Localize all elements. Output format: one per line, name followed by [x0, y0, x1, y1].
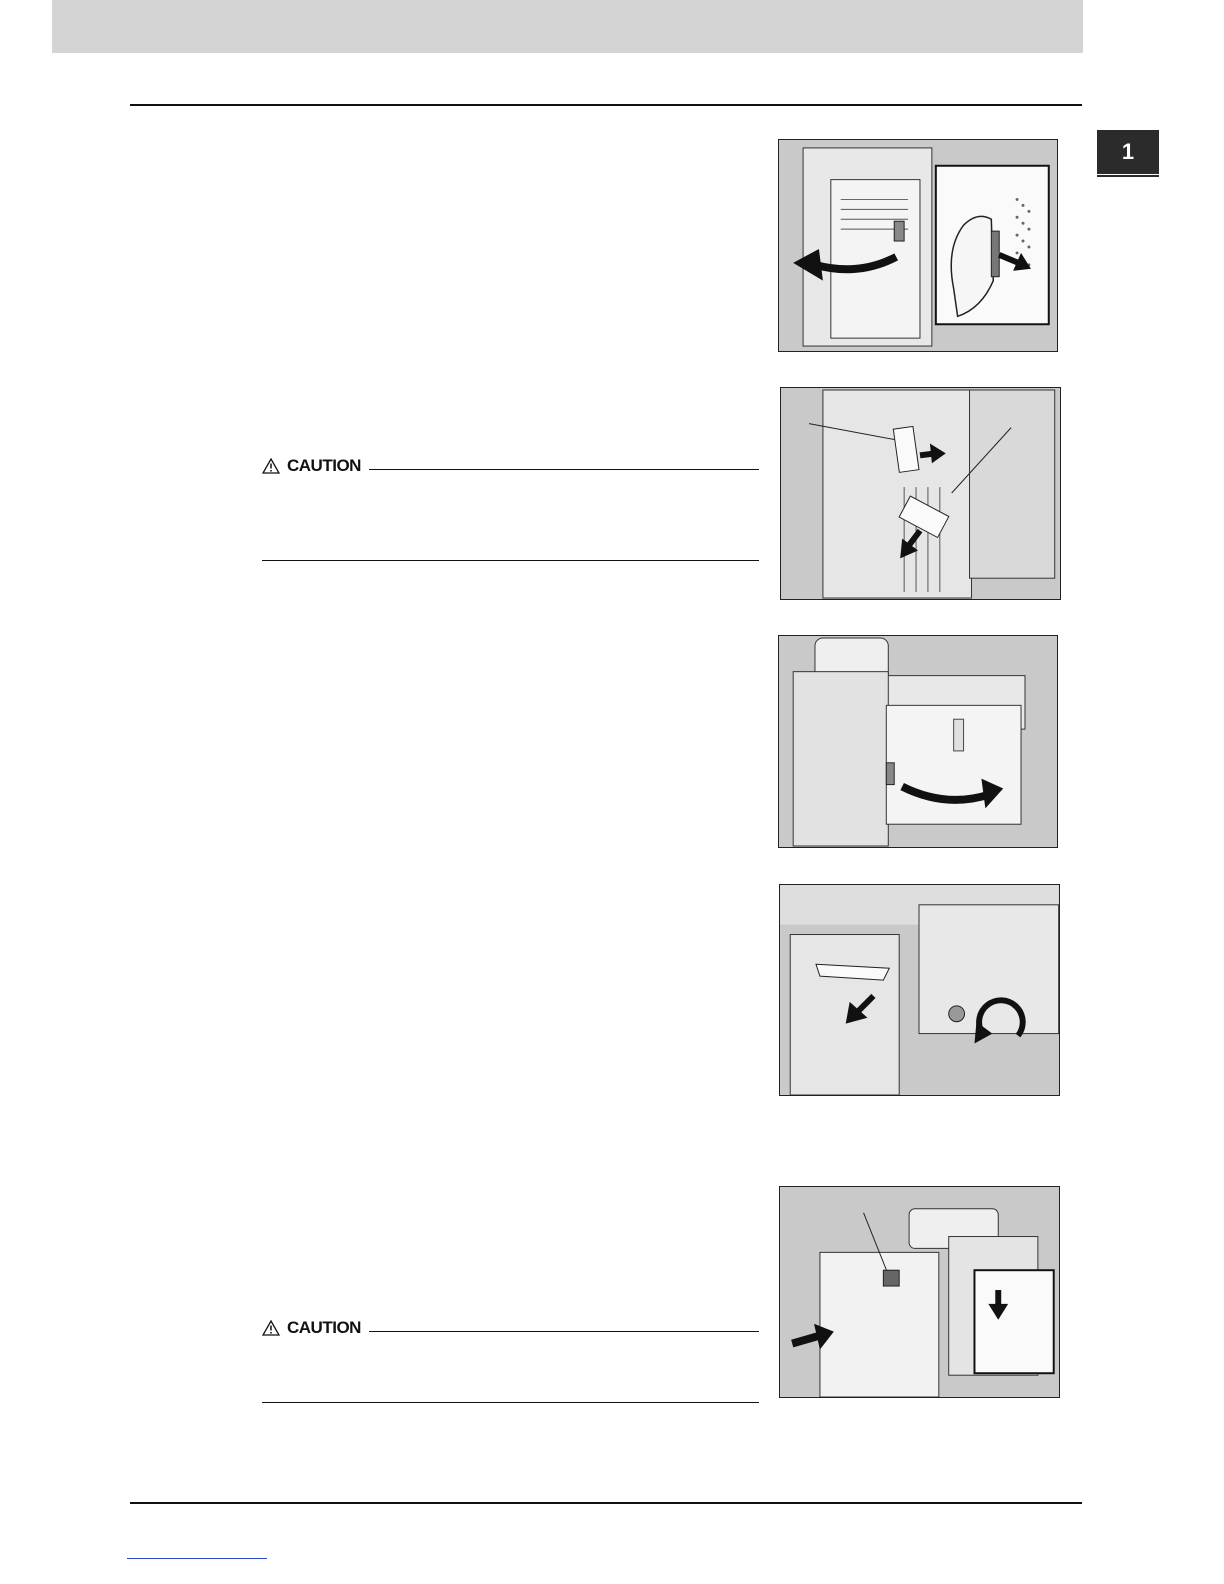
warning-triangle-icon: [262, 458, 280, 474]
figure-open-right-cover: [778, 635, 1058, 848]
warning-triangle-icon: [262, 1320, 280, 1336]
caution-heading: [262, 455, 759, 477]
chapter-tab-underline: [1097, 175, 1159, 177]
figure-close-finisher: [779, 1186, 1060, 1398]
caution-rule: [369, 469, 759, 470]
caution-label: CAUTION: [287, 1318, 361, 1337]
caution-heading: [262, 1317, 759, 1339]
chapter-tab[interactable]: 1: [1097, 130, 1159, 174]
caution-label: CAUTION: [287, 456, 361, 475]
figure-remove-jammed-paper: [780, 387, 1061, 600]
figure-open-front-cover: [778, 139, 1058, 352]
caution-bottom-rule: [262, 560, 759, 561]
footer-link-underline[interactable]: [127, 1558, 267, 1559]
figure-turn-knob: [779, 884, 1060, 1096]
header-rule: [130, 104, 1082, 106]
caution-bottom-rule: [262, 1402, 759, 1403]
footer-rule: [130, 1502, 1082, 1504]
header-band: [52, 0, 1083, 53]
caution-rule: [369, 1331, 759, 1332]
